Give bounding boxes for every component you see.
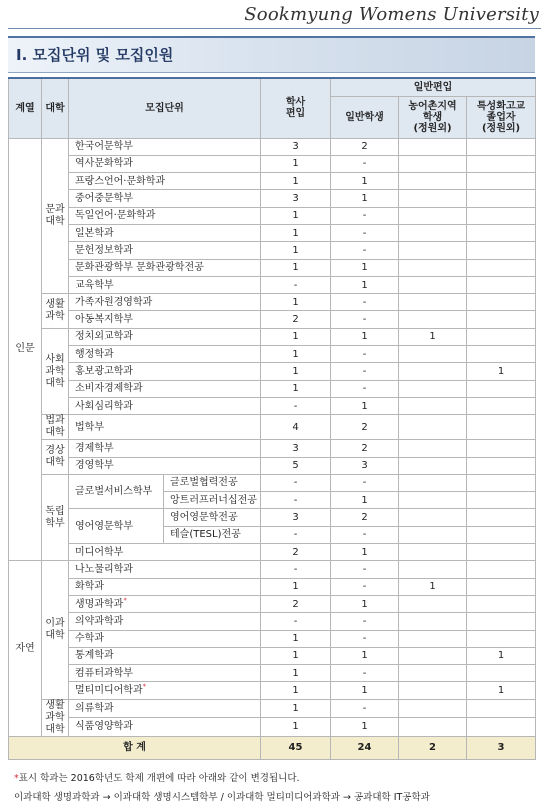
table-row [9, 294, 536, 311]
count-teuk [467, 561, 536, 578]
table-row [9, 630, 536, 647]
count-haksa: 2 [261, 311, 331, 328]
table-row [9, 718, 536, 737]
count-ilban: 1 [331, 647, 399, 664]
count-ilban: - [331, 242, 399, 259]
count-haksa: - [261, 492, 331, 509]
unit-label: 문헌정보학과 [75, 244, 133, 256]
count-haksa: 1 [261, 578, 331, 595]
count-haksa: 1 [261, 328, 331, 345]
count-teuk [467, 242, 536, 259]
count-ilban: 1 [331, 397, 399, 414]
unit-cell [69, 630, 261, 647]
count-nongeo [399, 630, 467, 647]
count-ilban: 1 [331, 190, 399, 207]
count-ilban: 1 [331, 544, 399, 561]
unit-cell [69, 647, 261, 664]
footnote-2: 이과대학 생명과학과 → 이과대학 생명시스템학부 / 이과대학 멀티미디어과학과 → 공과대학 IT공학과 [14, 792, 430, 803]
unit-label: 중어중문학부 [75, 193, 133, 205]
count-nongeo [399, 242, 467, 259]
unit-cell [69, 665, 261, 682]
count-ilban: 2 [331, 440, 399, 457]
unit-cell: 테슬(TESL)전공 [164, 526, 261, 543]
count-teuk [467, 276, 536, 293]
unit-cell [69, 328, 261, 345]
table-row [9, 346, 536, 363]
count-teuk: 1 [467, 647, 536, 664]
count-haksa: 3 [261, 440, 331, 457]
count-teuk [467, 718, 536, 737]
count-nongeo [399, 173, 467, 190]
unit-label: 프랑스언어·문화학과 [75, 175, 166, 187]
count-haksa: 3 [261, 138, 331, 155]
table-row [9, 155, 536, 172]
count-ilban: - [331, 155, 399, 172]
unit-label: 경제학부 [75, 442, 114, 454]
table-row [9, 190, 536, 207]
count-ilban: - [331, 526, 399, 543]
count-nongeo [399, 190, 467, 207]
count-teuk [467, 509, 536, 526]
count-nongeo [399, 509, 467, 526]
unit-label: 나노물리학과 [75, 563, 133, 575]
unit-cell [69, 415, 261, 440]
count-nongeo [399, 699, 467, 718]
unit-cell [69, 613, 261, 630]
count-ilban: 2 [331, 415, 399, 440]
department-cell: 글로벌서비스학부 [69, 474, 164, 509]
section-title: Ⅰ. 모집단위 및 모집인원 [16, 46, 174, 64]
count-nongeo [399, 492, 467, 509]
unit-cell [69, 242, 261, 259]
unit-label: 아동복지학부 [75, 314, 133, 326]
count-nongeo [399, 474, 467, 491]
count-haksa: - [261, 474, 331, 491]
footnote-1 [14, 770, 300, 784]
unit-cell [69, 380, 261, 397]
header-ilban-group: 일반편입 [331, 78, 536, 96]
college-cell: 경상 대학 [42, 440, 69, 475]
unit-cell [69, 155, 261, 172]
unit-label: 한국어문학부 [75, 141, 133, 153]
change-mark: * [142, 682, 147, 691]
table-row [9, 665, 536, 682]
table-row [9, 544, 536, 561]
count-teuk [467, 173, 536, 190]
unit-cell [69, 682, 261, 699]
table-row [9, 276, 536, 293]
count-haksa: 1 [261, 173, 331, 190]
college-cell: 독립 학부 [42, 474, 69, 560]
count-ilban: 1 [331, 259, 399, 276]
count-nongeo [399, 544, 467, 561]
count-teuk [467, 699, 536, 718]
count-haksa: 1 [261, 224, 331, 241]
count-haksa: 3 [261, 190, 331, 207]
college-cell: 법과 대학 [42, 415, 69, 440]
count-nongeo [399, 311, 467, 328]
unit-cell [69, 397, 261, 414]
unit-label: 독일언어·문화학과 [75, 210, 156, 222]
unit-label: 식품영양학과 [75, 721, 133, 733]
header-daehak: 대학 [42, 78, 69, 138]
count-haksa: 4 [261, 415, 331, 440]
count-ilban: 1 [331, 595, 399, 612]
count-nongeo [399, 294, 467, 311]
group-cell: 인문 [9, 138, 42, 561]
count-teuk [467, 613, 536, 630]
unit-cell [69, 224, 261, 241]
table-row [9, 682, 536, 699]
unit-cell [69, 259, 261, 276]
unit-cell: 글로벌협력전공 [164, 474, 261, 491]
count-teuk [467, 138, 536, 155]
count-nongeo: 1 [399, 578, 467, 595]
count-nongeo [399, 457, 467, 474]
count-haksa: 1 [261, 207, 331, 224]
count-nongeo [399, 665, 467, 682]
table-row [9, 224, 536, 241]
count-teuk [467, 224, 536, 241]
count-ilban: 1 [331, 682, 399, 699]
count-ilban: 1 [331, 492, 399, 509]
count-teuk [467, 311, 536, 328]
unit-label: 의류학과 [75, 702, 114, 714]
count-ilban: 1 [331, 718, 399, 737]
count-ilban: - [331, 665, 399, 682]
unit-label: 법학부 [75, 421, 104, 433]
count-haksa: 1 [261, 346, 331, 363]
unit-cell [69, 595, 261, 612]
unit-label: 가족자원경영학과 [75, 296, 153, 308]
count-nongeo [399, 526, 467, 543]
unit-cell [69, 457, 261, 474]
count-haksa: 1 [261, 294, 331, 311]
count-ilban: - [331, 311, 399, 328]
count-nongeo [399, 718, 467, 737]
count-haksa: 1 [261, 242, 331, 259]
count-haksa: 1 [261, 718, 331, 737]
count-haksa: - [261, 561, 331, 578]
count-teuk: 1 [467, 682, 536, 699]
count-nongeo [399, 380, 467, 397]
count-haksa: - [261, 613, 331, 630]
total-teuk: 3 [467, 736, 536, 759]
count-teuk [467, 294, 536, 311]
count-teuk [467, 259, 536, 276]
count-haksa: 1 [261, 665, 331, 682]
table-row [9, 509, 536, 526]
count-teuk [467, 155, 536, 172]
count-nongeo [399, 138, 467, 155]
section-title-bar [8, 36, 535, 73]
header-haksa: 학사 편입 [261, 78, 331, 138]
college-cell: 생활 과학 대학 [42, 699, 69, 736]
count-teuk [467, 397, 536, 414]
count-haksa: 1 [261, 682, 331, 699]
count-ilban: - [331, 294, 399, 311]
count-ilban: - [331, 380, 399, 397]
table-row [9, 457, 536, 474]
count-nongeo [399, 207, 467, 224]
count-nongeo [399, 561, 467, 578]
count-teuk [467, 630, 536, 647]
count-haksa: 3 [261, 509, 331, 526]
count-teuk [467, 440, 536, 457]
college-cell: 이과 대학 [42, 561, 69, 699]
unit-cell [69, 207, 261, 224]
count-teuk [467, 346, 536, 363]
unit-label: 문화관광학부 문화관광학전공 [75, 262, 204, 274]
count-teuk [467, 380, 536, 397]
unit-cell: 영어영문학전공 [164, 509, 261, 526]
count-teuk [467, 457, 536, 474]
unit-label: 역사문화학과 [75, 158, 133, 170]
count-ilban: - [331, 207, 399, 224]
count-haksa: 2 [261, 544, 331, 561]
header-gyeyeol: 계열 [9, 78, 42, 138]
brand-logo-text: Sookmyung Womens University [244, 4, 539, 25]
group-cell: 자연 [9, 561, 42, 736]
table-row [9, 207, 536, 224]
unit-cell: 앙트러프러너십전공 [164, 492, 261, 509]
table-row [9, 328, 536, 345]
count-haksa: - [261, 526, 331, 543]
unit-cell [69, 294, 261, 311]
table-row [9, 259, 536, 276]
header-divider [8, 28, 541, 29]
count-ilban: 1 [331, 328, 399, 345]
unit-cell [69, 578, 261, 595]
count-teuk [467, 190, 536, 207]
count-nongeo [399, 155, 467, 172]
count-ilban: - [331, 474, 399, 491]
admission-table [8, 77, 536, 760]
count-ilban: - [331, 699, 399, 718]
count-ilban: - [331, 578, 399, 595]
count-ilban: 1 [331, 276, 399, 293]
count-nongeo [399, 224, 467, 241]
table-row [9, 138, 536, 155]
count-ilban: - [331, 224, 399, 241]
total-nongeo: 2 [399, 736, 467, 759]
unit-label: 화학과 [75, 581, 104, 593]
count-haksa: 1 [261, 363, 331, 380]
unit-label: 일본학과 [75, 227, 114, 239]
count-haksa: 1 [261, 155, 331, 172]
count-nongeo [399, 613, 467, 630]
count-haksa: 1 [261, 699, 331, 718]
total-label: 합 계 [9, 736, 261, 759]
table-row [9, 242, 536, 259]
unit-label: 수학과 [75, 633, 104, 645]
total-haksa: 45 [261, 736, 331, 759]
count-ilban: - [331, 561, 399, 578]
count-nongeo [399, 647, 467, 664]
count-nongeo [399, 682, 467, 699]
count-teuk [467, 578, 536, 595]
table-row [9, 613, 536, 630]
count-teuk [467, 665, 536, 682]
total-ilban: 24 [331, 736, 399, 759]
unit-label: 생명과학과 [75, 598, 124, 610]
college-cell: 사회 과학 대학 [42, 328, 69, 414]
count-teuk [467, 492, 536, 509]
count-nongeo [399, 415, 467, 440]
count-nongeo [399, 363, 467, 380]
unit-cell [69, 190, 261, 207]
unit-cell [69, 346, 261, 363]
count-ilban: 3 [331, 457, 399, 474]
count-nongeo [399, 440, 467, 457]
header-mojip: 모집단위 [69, 78, 261, 138]
count-ilban: 2 [331, 138, 399, 155]
header-nongeo: 농어촌지역 학생 (정원외) [399, 96, 467, 138]
count-teuk [467, 474, 536, 491]
count-haksa: 1 [261, 630, 331, 647]
count-haksa: - [261, 276, 331, 293]
count-haksa: 5 [261, 457, 331, 474]
unit-cell [69, 440, 261, 457]
unit-label: 행정학과 [75, 348, 114, 360]
college-cell: 문과 대학 [42, 138, 69, 294]
unit-label: 의약과학과 [75, 615, 124, 627]
header-teukseong: 특성화고교 졸업자 (정원외) [467, 96, 536, 138]
table-row [9, 699, 536, 718]
table-row [9, 561, 536, 578]
count-nongeo [399, 397, 467, 414]
count-ilban: - [331, 346, 399, 363]
count-haksa: 1 [261, 647, 331, 664]
count-nongeo [399, 259, 467, 276]
count-nongeo [399, 595, 467, 612]
table-row [9, 440, 536, 457]
table-row [9, 311, 536, 328]
table-row [9, 578, 536, 595]
total-row [9, 736, 536, 759]
unit-label: 경영학부 [75, 460, 114, 472]
unit-label: 홍보광고학과 [75, 366, 133, 377]
count-haksa: 1 [261, 259, 331, 276]
count-teuk [467, 526, 536, 543]
change-mark: * [123, 596, 127, 605]
unit-cell [69, 718, 261, 737]
count-nongeo: 1 [399, 328, 467, 345]
table-row [9, 595, 536, 612]
table-row [9, 363, 536, 380]
department-cell: 영어영문학부 [69, 509, 164, 544]
table-row [9, 474, 536, 491]
unit-cell [69, 276, 261, 293]
table-row [9, 647, 536, 664]
unit-label: 교육학부 [75, 279, 114, 291]
count-teuk [467, 595, 536, 612]
count-teuk: 1 [467, 363, 536, 380]
count-haksa: 1 [261, 380, 331, 397]
count-haksa: 2 [261, 595, 331, 612]
unit-label: 멀티미디어학과 [75, 685, 143, 697]
footnote-mark: * [14, 773, 19, 784]
unit-label: 정치외교학과 [75, 331, 133, 343]
table-row [9, 380, 536, 397]
count-haksa: - [261, 397, 331, 414]
unit-label: 통계학과 [75, 650, 114, 662]
header-ilban: 일반학생 [331, 96, 399, 138]
unit-label: 사회심리학과 [75, 400, 133, 412]
count-ilban: - [331, 363, 399, 380]
count-nongeo [399, 276, 467, 293]
unit-label: 컴퓨터과학부 [75, 667, 133, 679]
count-teuk [467, 328, 536, 345]
unit-cell [69, 544, 261, 561]
count-ilban: 1 [331, 173, 399, 190]
unit-cell [69, 561, 261, 578]
table-row [9, 415, 536, 440]
count-ilban: - [331, 630, 399, 647]
unit-cell [69, 363, 261, 380]
unit-label: 미디어학부 [75, 546, 124, 558]
college-cell: 생활 과학 [42, 294, 69, 329]
unit-cell [69, 173, 261, 190]
unit-label: 소비자경제학과 [75, 383, 143, 395]
unit-cell [69, 311, 261, 328]
count-nongeo [399, 346, 467, 363]
unit-cell [69, 699, 261, 718]
table-row [9, 397, 536, 414]
table-row [9, 173, 536, 190]
count-teuk [467, 207, 536, 224]
count-teuk [467, 415, 536, 440]
footnote-line1: 표시 학과는 2016학년도 학제 개편에 따라 아래와 같이 변경됩니다. [18, 773, 300, 784]
count-ilban: - [331, 613, 399, 630]
count-ilban: 2 [331, 509, 399, 526]
count-teuk [467, 544, 536, 561]
unit-cell [69, 138, 261, 155]
